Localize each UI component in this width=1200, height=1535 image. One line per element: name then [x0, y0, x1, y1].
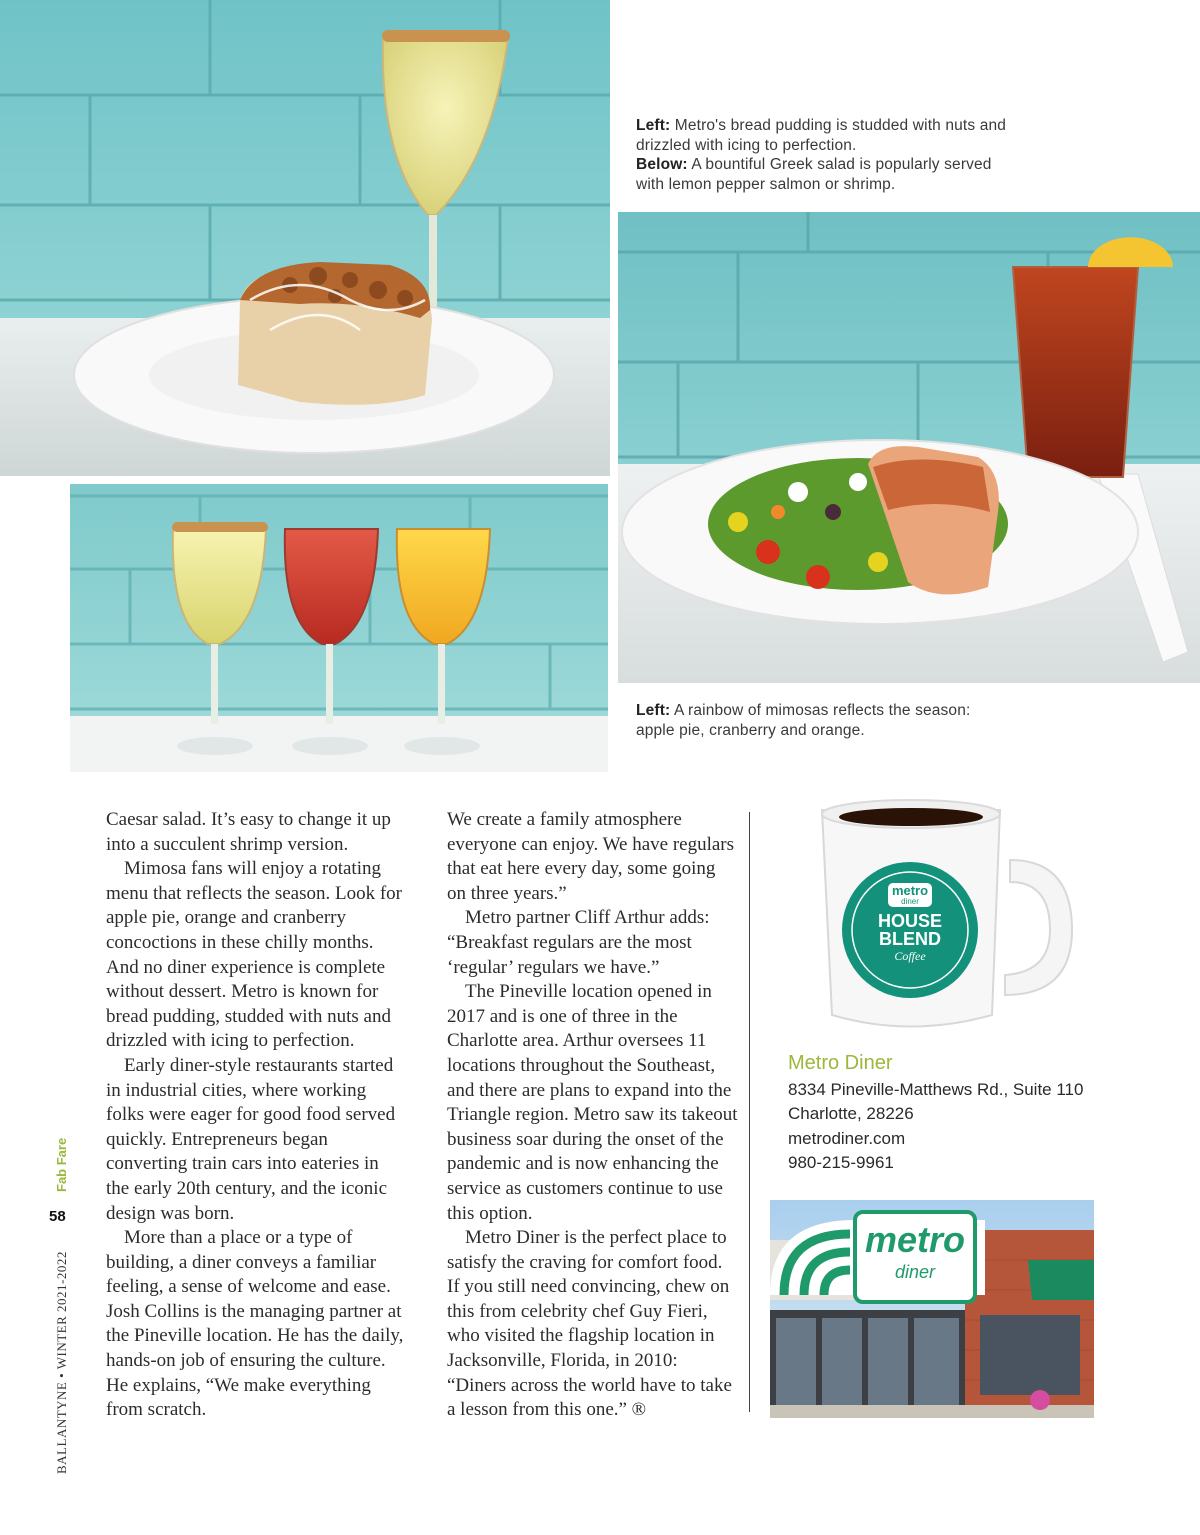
- caption-mimosas: [636, 701, 976, 740]
- article-paragraph: Metro partner Cliff Arthur adds: “Breakfast regulars are the most ‘regular’ regulars we have.”: [447, 907, 710, 978]
- restaurant-phone[interactable]: 980-215-9961: [788, 1153, 894, 1172]
- section-label: Fab Fare: [54, 1137, 69, 1192]
- article-paragraph: We create a family atmosphere everyone can enjoy. We have regulars that eat here every day, some going on three years.”: [447, 809, 735, 904]
- page-number: 58: [49, 1208, 66, 1225]
- article-column-2: [447, 808, 739, 1423]
- mug-logo-brand: metro: [891, 883, 929, 898]
- caption-below-text: A bountiful Greek salad is popularly served with lemon pepper salmon or shrimp.: [636, 156, 992, 193]
- article-paragraph: Early diner-style restaurants started in industrial cities, where working folks were eager for good food served quickly. Entrepreneurs began converting train cars into eateries in the early 20th century, and the iconic design was born.: [106, 1054, 396, 1224]
- mug-logo-brand-sub: diner: [901, 897, 919, 906]
- folio-magazine: [54, 1251, 70, 1474]
- photo-greek-salad: [618, 212, 1200, 683]
- storefront-sign-brand: metro: [864, 1219, 966, 1260]
- photo-bread-pudding: [0, 0, 610, 476]
- article-paragraph: Caesar salad. It’s easy to change it up into a succulent shrimp version.: [106, 809, 391, 855]
- photo-mimosas: [70, 484, 608, 772]
- column-divider: [749, 812, 750, 1412]
- article-paragraph: The Pineville location opened in 2017 and is one of three in the Charlotte area. Arthur oversees 11 locations throughout the Southeast, and there are plans to expand into the Triangle region. Metro saw its takeout business soar during the onset of the pandemic and is now enhancing the service as customers continue to use this option.: [447, 981, 738, 1224]
- restaurant-website[interactable]: metrodiner.com: [788, 1129, 906, 1148]
- caption-top: [636, 116, 1016, 194]
- folio-bullet: •: [54, 1369, 69, 1378]
- mug-logo-line2: BLEND: [879, 929, 941, 949]
- restaurant-address: 8334 Pineville-Matthews Rd., Suite 110: [788, 1080, 1084, 1099]
- magazine-name: BALLANTYNE: [54, 1381, 69, 1474]
- restaurant-city: Charlotte, 28226: [788, 1104, 914, 1123]
- article-column-1: [106, 808, 406, 1423]
- article-paragraph: More than a place or a type of building, a diner conveys a familiar feeling, a sense of welcome and ease. Josh Collins is the managing partner at the Pineville location. He has the daily, hands-on job of ensuring the culture. He explains, “We make everything from scratch.: [106, 1227, 404, 1421]
- caption-mimosas-label: Left:: [636, 702, 671, 719]
- article-paragraph: Metro Diner is the perfect place to satisfy the craving for comfort food. If you still need convincing, chew on this from celebrity chef Guy Fieri, who visited the flagship location in Jacksonville, Florida, in 2010: “Diners across the world have to take a lesson from this one.” ®: [447, 1227, 732, 1421]
- photo-coffee-mug: [810, 790, 1080, 1040]
- article-paragraph: Mimosa fans will enjoy a rotating menu that reflects the season. Look for apple pie, orange and cranberry concoctions in these chilly months. And no diner experience is complete without dessert. Metro is known for bread pudding, studded with nuts and drizzled with icing to perfection.: [106, 858, 402, 1052]
- mug-logo-line3: Coffee: [894, 949, 926, 963]
- mug-logo-line1: HOUSE: [877, 911, 942, 931]
- caption-mimosas-text: A rainbow of mimosas reflects the season: apple pie, cranberry and orange.: [636, 702, 971, 739]
- caption-below-label: Below:: [636, 156, 688, 173]
- issue-label: WINTER 2021-2022: [54, 1251, 69, 1370]
- storefront-sign-sub: diner: [894, 1262, 936, 1282]
- photo-storefront: [770, 1200, 1094, 1418]
- restaurant-name: Metro Diner: [788, 1052, 893, 1074]
- folio-section: [54, 1138, 69, 1192]
- caption-left-text: Metro's bread pudding is studded with nuts and drizzled with icing to perfection.: [636, 117, 1007, 154]
- caption-left-label: Left:: [636, 117, 671, 134]
